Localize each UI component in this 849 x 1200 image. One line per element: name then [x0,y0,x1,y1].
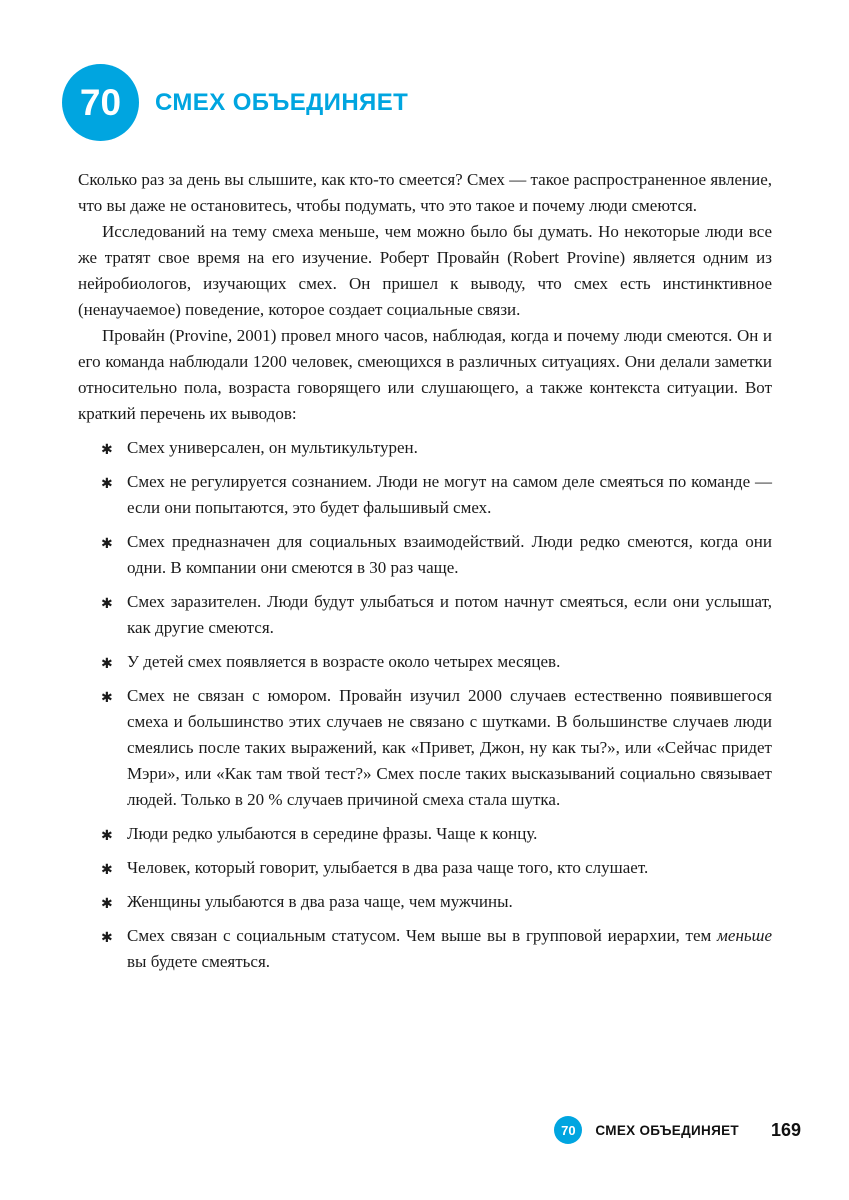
finding-item [78,855,772,881]
asterisk-bullet-icon: ✱ [101,476,113,492]
paragraph: Сколько раз за день вы слышите, как кто-то смеется? Смех — такое распространенное явление, что вы даже не остановитесь, чтобы подумать, что это такое и почему люди смеются. [78,170,772,215]
paragraph: Провайн (Provine, 2001) провел много часов, наблюдая, когда и почему люди смеются. Он и его команда наблюдали 1200 человек, смеющихся в различных ситуациях. Они делали заметки относительно пола, возраста говорящего или слушающего, а также контекста ситуации. Вот краткий перечень их выводов: [78,326,772,423]
finding-text: Смех заразителен. Люди будут улыбаться и потом начнут смеяться, если они услышат, как другие смеются. [127,592,772,637]
finding-item [78,821,772,847]
finding-text: вы будете смеяться. [127,952,271,971]
finding-text: Смех не связан с юмором. Провайн изучил 2000 случаев естественно появившегося смеха и большинство этих случаев не связано с шутками. В большинстве случаев люди смеялись после таких выражений, как «Привет, Джон, ну как ты?», или «Сейчас придет Мэри», или «Как там твой тест?» Смех после таких высказываний социально связывает людей. Только в 20 % случаев причиной смеха стала шутка. [127,686,772,809]
asterisk-bullet-icon: ✱ [101,656,113,672]
finding-text-emphasis: меньше [717,926,772,945]
page-number: 169 [770,1119,801,1140]
asterisk-bullet-icon: ✱ [101,828,113,844]
finding-text: Смех универсален, он мультикультурен. [127,438,418,457]
chapter-number: 70 [79,81,122,123]
asterisk-bullet-icon: ✱ [101,442,113,458]
intro-paragraphs [78,167,772,427]
chapter-content [78,167,772,975]
asterisk-bullet-icon: ✱ [101,930,113,946]
asterisk-bullet-icon: ✱ [101,896,113,912]
findings-list [78,435,772,975]
footer-chapter-badge [554,1116,582,1144]
page-footer [554,1116,801,1144]
finding-item [78,469,772,521]
footer-chapter-number: 70 [561,1122,576,1138]
finding-item [78,649,772,675]
finding-item [78,435,772,461]
asterisk-bullet-icon: ✱ [101,862,113,878]
chapter-title: СМЕХ ОБЪЕДИНЯЕТ [155,88,409,116]
finding-item [78,589,772,641]
finding-text: Женщины улыбаются в два раза чаще, чем мужчины. [127,892,513,911]
asterisk-bullet-icon: ✱ [101,536,113,552]
finding-item [78,923,772,975]
finding-item [78,683,772,813]
finding-text: Люди редко улыбаются в середине фразы. Чаще к концу. [127,824,538,843]
asterisk-bullet-icon: ✱ [101,690,113,706]
chapter-header [62,64,408,141]
asterisk-bullet-icon: ✱ [101,596,113,612]
chapter-number-badge [62,64,139,141]
finding-text: Смех связан с социальным статусом. Чем выше вы в групповой иерархии, тем [127,926,718,945]
finding-text: Смех не регулируется сознанием. Люди не могут на самом деле смеяться по команде — если они попытаются, это будет фальшивый смех. [127,472,772,517]
finding-text: У детей смех появляется в возрасте около четырех месяцев. [127,652,561,671]
finding-item [78,889,772,915]
paragraph: Исследований на тему смеха меньше, чем можно было бы думать. Но некоторые люди все же тратят свое время на его изучение. Роберт Провайн (Robert Provine) является одним из нейробиологов, изучающих смех. Он пришел к выводу, что смех есть инстинктивное (ненаучаемое) поведение, которое создает социальные связи. [78,222,772,319]
footer-chapter-title: СМЕХ ОБЪЕДИНЯЕТ [595,1122,739,1138]
finding-item [78,529,772,581]
finding-text: Человек, который говорит, улыбается в два раза чаще того, кто слушает. [127,858,649,877]
finding-text: Смех предназначен для социальных взаимодействий. Люди редко смеются, когда они одни. В компании они смеются в 30 раз чаще. [127,532,772,577]
